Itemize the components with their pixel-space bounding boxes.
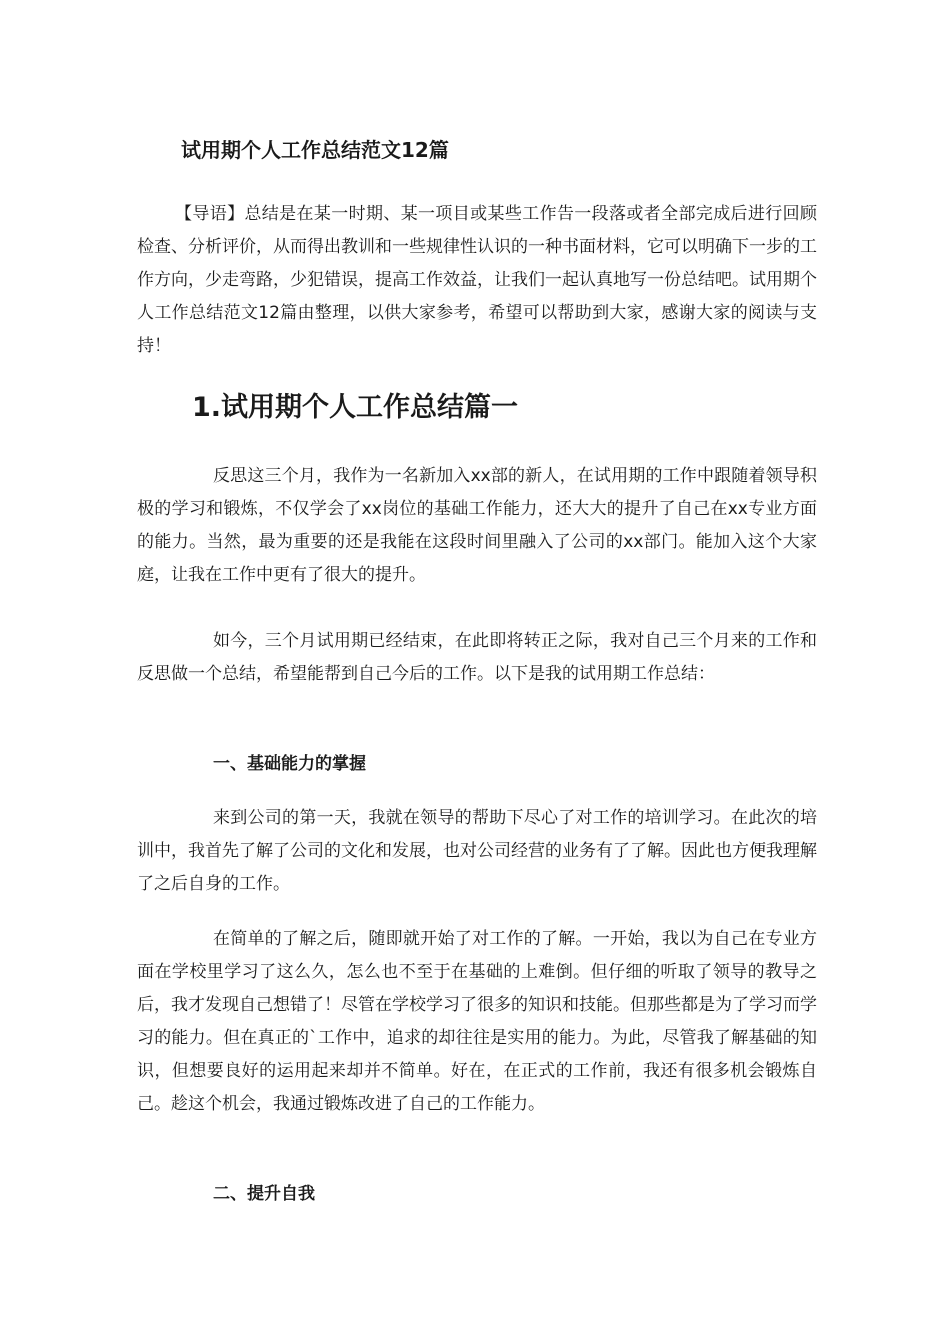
body-paragraph-1: 反思这三个月，我作为一名新加入xx部的新人，在试用期的工作中跟随着领导积极的学习和锻炼，不仅学会了xx岗位的基础工作能力，还大大的提升了自己在xx专业方面的能力。当然，最为重要的还是我能在这段时间里融入了公司的xx部门。能加入这个大家庭，让我在工作中更有了很大的提升。 bbox=[137, 466, 817, 585]
section-heading: 1.试用期个人工作总结篇一 bbox=[192, 392, 519, 423]
body-paragraph-2: 如今，三个月试用期已经结束，在此即将转正之际，我对自己三个月来的工作和反思做一个总结，希望能帮到自己今后的工作。以下是我的试用期工作总结： bbox=[137, 631, 817, 684]
body-paragraph-4: 在简单的了解之后，随即就开始了对工作的了解。一开始，我以为自己在专业方面在学校里学习了这么久，怎么也不至于在基础的上难倒。但仔细的听取了领导的教导之后，我才发现自己想错了！尽管在学校学习了很多的知识和技能。但那些都是为了学习而学习的能力。但在真正的`工作中，追求的却往往是实用的能力。为此，尽管我了解基础的知识，但想要良好的运用起来却并不简单。好在，在正式的工作前，我还有很多机会锻炼自己。趁这个机会，我通过锻炼改进了自己的工作能力。 bbox=[137, 929, 817, 1114]
subsection-heading-2: 二、提升自我 bbox=[213, 1184, 315, 1204]
subsection-heading-1: 一、基础能力的掌握 bbox=[213, 754, 366, 774]
body-paragraph-3: 来到公司的第一天，我就在领导的帮助下尽心了对工作的培训学习。在此次的培训中，我首先了解了公司的文化和发展，也对公司经营的业务有了了解。因此也方便我理解了之后自身的工作。 bbox=[137, 808, 817, 894]
intro-paragraph: 【导语】总结是在某一时期、某一项目或某些工作告一段落或者全部完成后进行回顾检查、分析评价，从而得出教训和一些规律性认识的一种书面材料，它可以明确下一步的工作方向，少走弯路，少犯错误，提高工作效益，让我们一起认真地写一份总结吧。试用期个人工作总结范文12篇由整理，以供大家参考，希望可以帮助到大家，感谢大家的阅读与支持！ bbox=[137, 204, 817, 356]
document-title: 试用期个人工作总结范文12篇 bbox=[181, 138, 449, 162]
